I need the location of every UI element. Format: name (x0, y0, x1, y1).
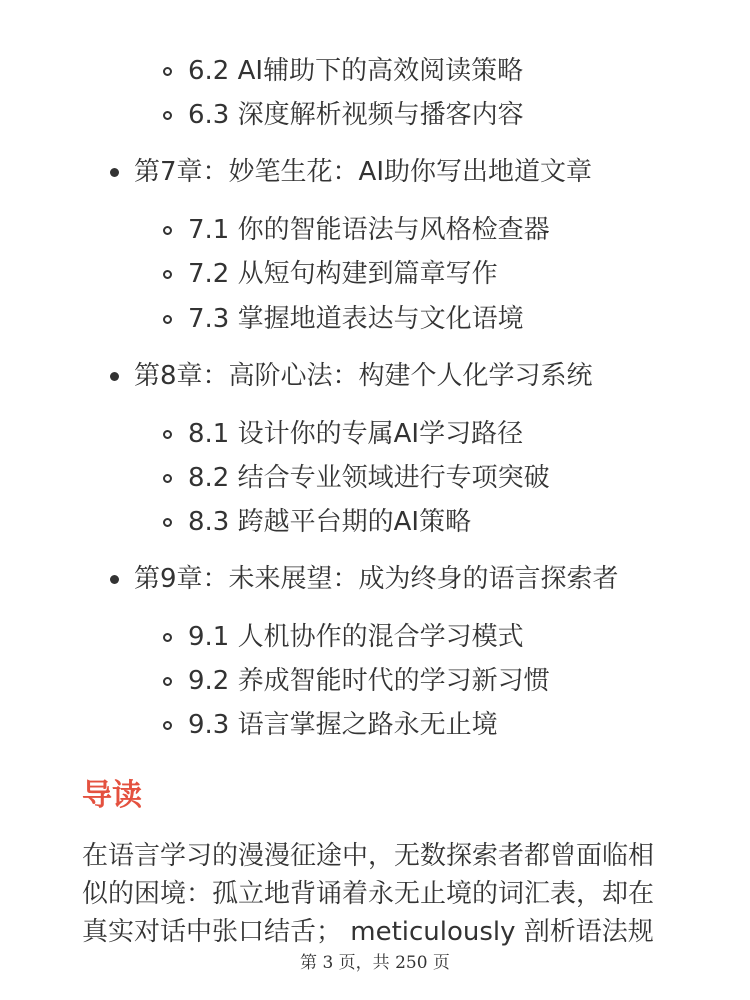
filled-bullet-icon (110, 372, 119, 381)
toc-subsection[interactable]: 8.1 设计你的专属AI学习路径 (188, 419, 524, 449)
paragraph-line: 在语言学习的漫漫征途中，无数探索者都曾面临相 (82, 841, 655, 871)
toc-subsection[interactable]: 7.1 你的智能语法与风格检查器 (188, 215, 550, 245)
hollow-bullet-icon (163, 677, 172, 686)
hollow-bullet-icon (163, 315, 172, 324)
hollow-bullet-icon (163, 67, 172, 76)
paragraph-line: 真实对话中张口结舌； meticulously 剖析语法规 (82, 917, 654, 947)
toc-subsection[interactable]: 9.1 人机协作的混合学习模式 (188, 622, 524, 652)
paragraph-line: 似的困境：孤立地背诵着永无止境的词汇表，却在 (82, 879, 655, 909)
toc-subsection[interactable]: 7.3 掌握地道表达与文化语境 (188, 304, 524, 334)
hollow-bullet-icon (163, 270, 172, 279)
page-number-footer: 第 3 页，共 250 页 (300, 953, 450, 973)
filled-bullet-icon (110, 168, 119, 177)
toc-subsection[interactable]: 6.2 AI辅助下的高效阅读策略 (188, 56, 524, 86)
toc-subsection[interactable]: 9.2 养成智能时代的学习新习惯 (188, 666, 550, 696)
hollow-bullet-icon (163, 226, 172, 235)
toc-chapter[interactable]: 第8章：高阶心法：构建个人化学习系统 (134, 361, 593, 391)
toc-subsection[interactable]: 8.2 结合专业领域进行专项突破 (188, 463, 550, 493)
section-heading: 导读 (82, 778, 142, 813)
toc-subsection[interactable]: 6.3 深度解析视频与播客内容 (188, 100, 524, 130)
toc-subsection[interactable]: 9.3 语言掌握之路永无止境 (188, 710, 498, 740)
filled-bullet-icon (110, 575, 119, 584)
hollow-bullet-icon (163, 633, 172, 642)
toc-subsection[interactable]: 8.3 跨越平台期的AI策略 (188, 507, 472, 537)
hollow-bullet-icon (163, 721, 172, 730)
hollow-bullet-icon (163, 111, 172, 120)
hollow-bullet-icon (163, 430, 172, 439)
hollow-bullet-icon (163, 474, 172, 483)
toc-subsection[interactable]: 7.2 从短句构建到篇章写作 (188, 259, 498, 289)
toc-chapter[interactable]: 第7章：妙笔生花：AI助你写出地道文章 (134, 157, 592, 187)
toc-chapter[interactable]: 第9章：未来展望：成为终身的语言探索者 (134, 564, 619, 594)
hollow-bullet-icon (163, 518, 172, 527)
